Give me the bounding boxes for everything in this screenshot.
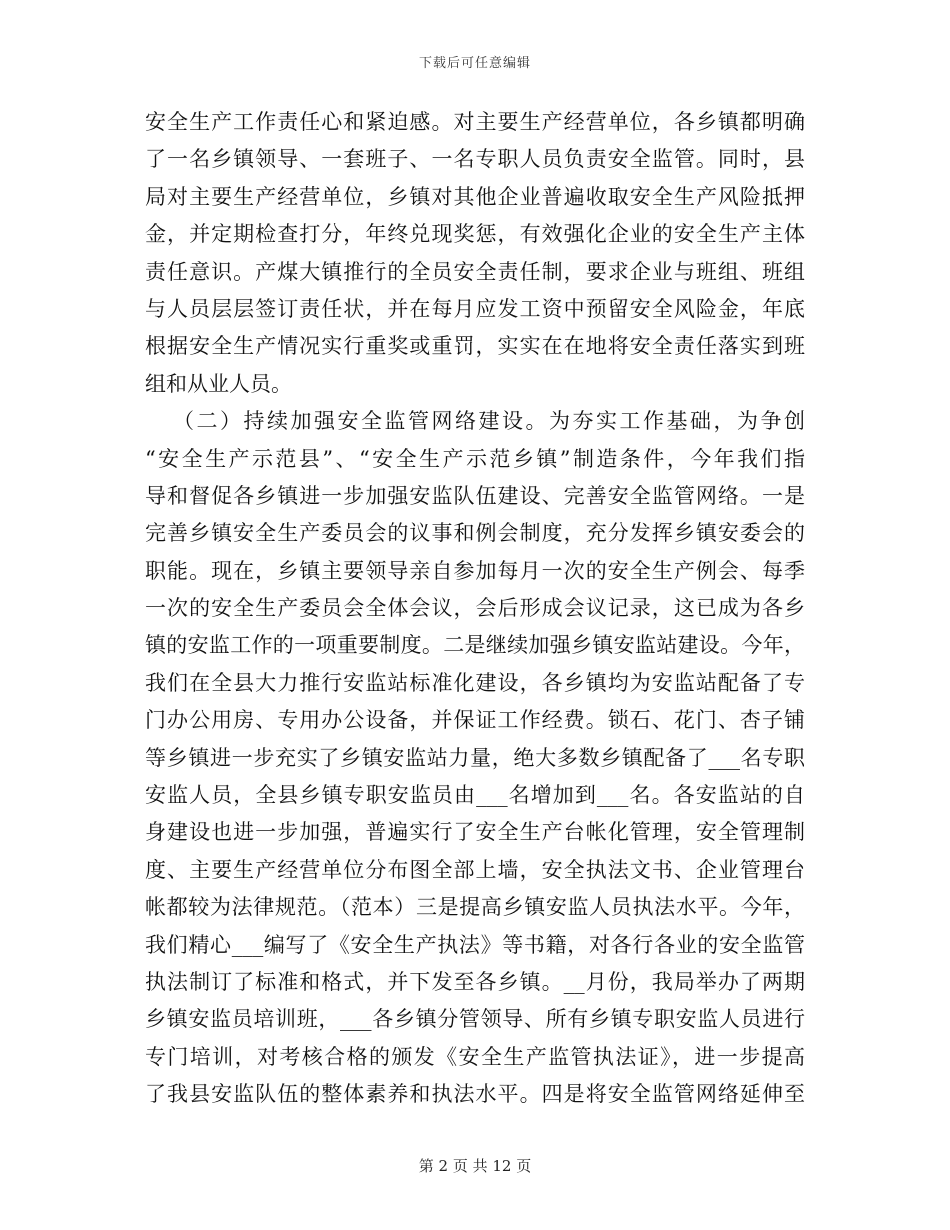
text-line: 职能。现在，乡镇主要领导亲自参加每月一次的安全生产例会、每季 xyxy=(145,558,805,583)
text-line: 组和从业人员。 xyxy=(145,371,292,396)
page-header: 下载后可任意编辑 xyxy=(418,56,531,71)
page-number-footer: 第 2 页 共 12 页 xyxy=(418,1157,532,1175)
text-line: 度、主要生产经营单位分布图全部上墙，安全执法文书、企业管理台 xyxy=(145,857,805,882)
text-line: 等乡镇进一步充实了乡镇安监站力量，绝大多数乡镇配备了___名专职 xyxy=(145,745,805,770)
text-line: 局对主要生产经营单位，乡镇对其他企业普遍收取安全生产风险抵押 xyxy=(145,184,805,209)
text-line: 一次的安全生产委员会全体会议，会后形成会议记录，这已成为各乡 xyxy=(145,596,805,621)
text-line: “安全生产示范县”、“安全生产示范乡镇”制造条件，今年我们指 xyxy=(145,446,805,471)
text-line: 导和督促各乡镇进一步加强安监队伍建设、完善安全监管网络。一是 xyxy=(145,483,805,508)
text-line: 我们精心___编写了《安全生产执法》等书籍，对各行各业的安全监管 xyxy=(145,932,805,957)
text-line: 专门培训，对考核合格的颁发《安全生产监管执法证》，进一步提高 xyxy=(145,1044,805,1069)
text-line: 门办公用房、专用办公设备，并保证工作经费。锁石、花门、杏子铺 xyxy=(145,708,805,733)
text-line: 了我县安监队伍的整体素养和执法水平。四是将安全监管网络延伸至 xyxy=(145,1082,805,1107)
text-line: 乡镇安监员培训班，___各乡镇分管领导、所有乡镇专职安监人员进行 xyxy=(145,1007,805,1032)
text-line: 了一名乡镇领导、一套班子、一名专职人员负责安全监管。同时，县 xyxy=(145,147,805,172)
text-line: 安监人员，全县乡镇专职安监员由___名增加到___名。各安监站的自 xyxy=(145,783,805,808)
document-body xyxy=(145,104,805,1114)
text-line: 安全生产工作责任心和紧迫感。对主要生产经营单位，各乡镇都明确 xyxy=(145,110,805,134)
text-line: 金，并定期检查打分，年终兑现奖惩，有效强化企业的安全生产主体 xyxy=(145,222,805,247)
text-line: 执法制订了标准和格式，并下发至各乡镇。__月份，我局举办了两期 xyxy=(145,969,805,994)
text-line: 与人员层层签订责任状，并在每月应发工资中预留安全风险金，年底 xyxy=(145,296,805,321)
text-line: 帐都较为法律规范。（范本）三是提高乡镇安监人员执法水平。今年， xyxy=(145,895,805,920)
text-line: 根据安全生产情况实行重奖或重罚，实实在在地将安全责任落实到班 xyxy=(145,334,805,359)
section-heading-line: （二）持续加强安全监管网络建设。为夯实工作基础，为争创 xyxy=(173,409,805,434)
text-line: 镇的安监工作的一项重要制度。二是继续加强乡镇安监站建设。今年， xyxy=(145,633,805,658)
text-line: 我们在全县大力推行安监站标准化建设，各乡镇均为安监站配备了专 xyxy=(145,670,805,695)
text-line: 身建设也进一步加强，普遍实行了安全生产台帐化管理，安全管理制 xyxy=(145,820,805,845)
text-line: 责任意识。产煤大镇推行的全员安全责任制，要求企业与班组、班组 xyxy=(145,259,805,284)
text-line: 完善乡镇安全生产委员会的议事和例会制度，充分发挥乡镇安委会的 xyxy=(145,521,805,546)
